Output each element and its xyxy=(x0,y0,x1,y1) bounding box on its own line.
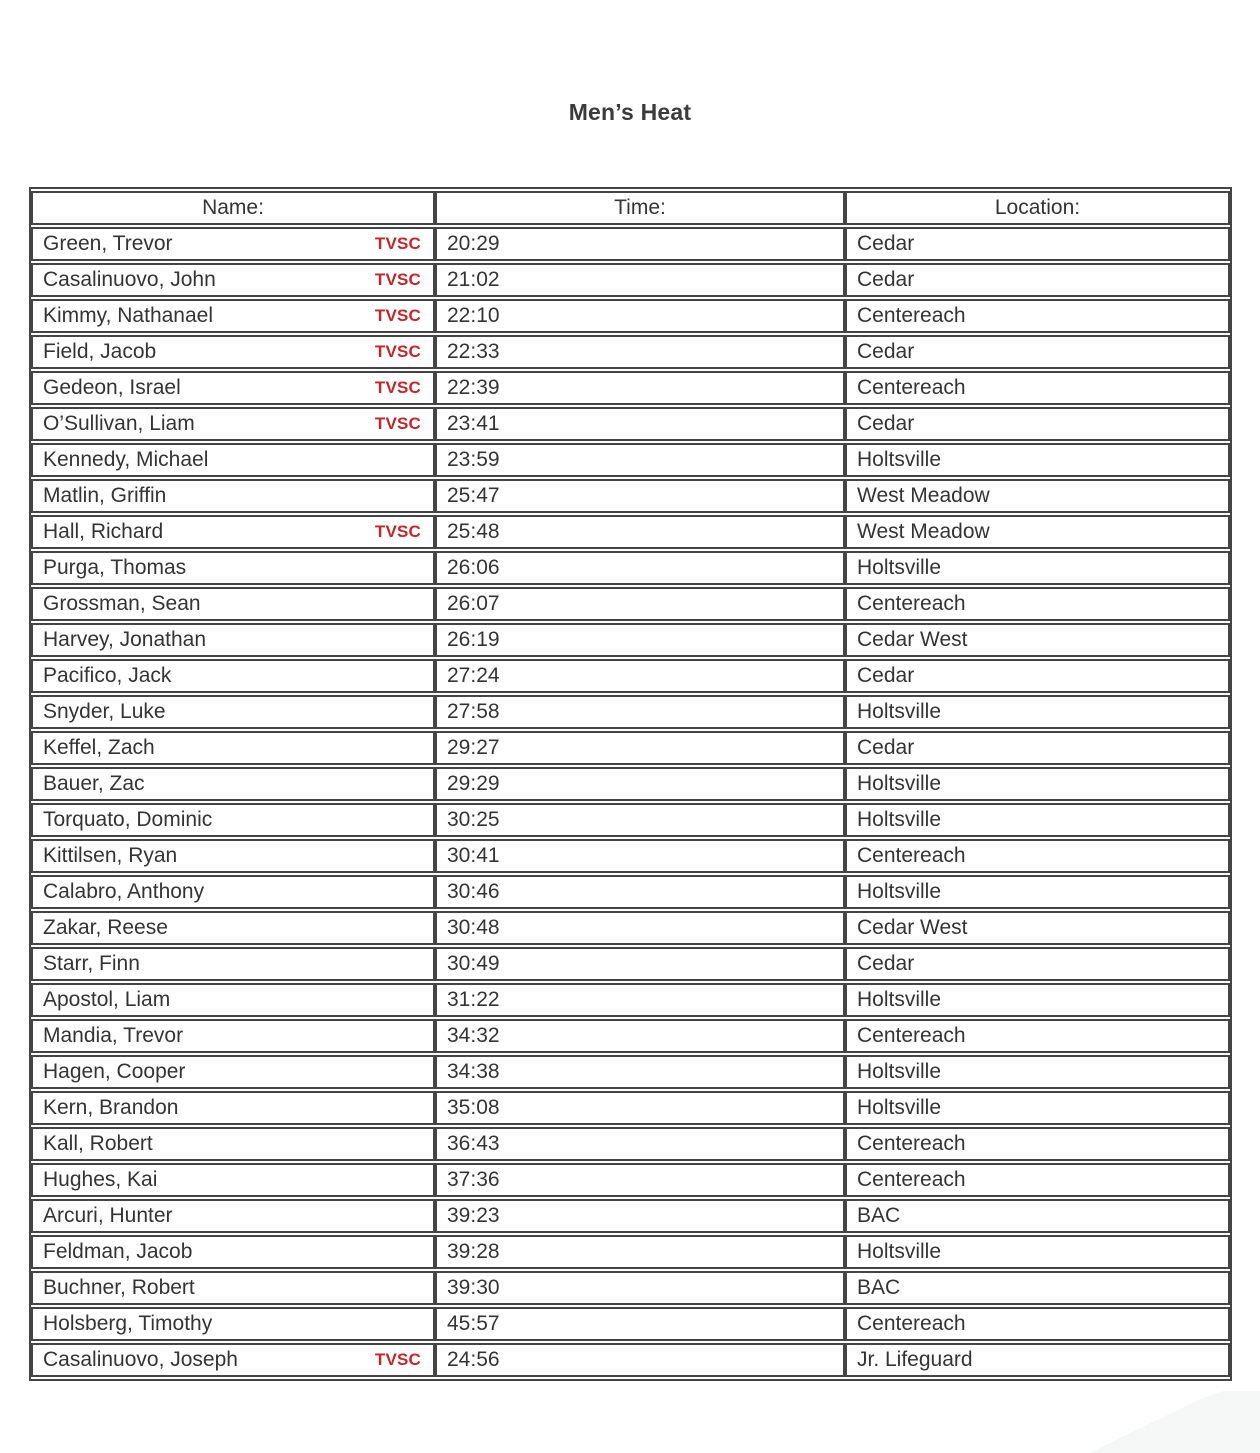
tvsc-badge: TVSC xyxy=(374,342,421,361)
location-value: Cedar xyxy=(845,947,1230,981)
location-value: Holtsville xyxy=(845,1091,1230,1125)
location-value: Holtsville xyxy=(845,767,1230,801)
name-cell xyxy=(31,1019,435,1053)
location-value: Cedar xyxy=(845,731,1230,765)
results-table xyxy=(29,187,1232,1381)
time-value: 29:27 xyxy=(435,731,845,765)
swimmer-name: Zakar, Reese xyxy=(43,916,168,939)
swimmer-name: Green, Trevor xyxy=(43,232,173,255)
location-value: Cedar West xyxy=(845,911,1230,945)
name-cell xyxy=(31,803,435,837)
location-value: Centereach xyxy=(845,299,1230,333)
time-value: 21:02 xyxy=(435,263,845,297)
time-value: 26:19 xyxy=(435,623,845,657)
table-row xyxy=(31,695,1230,729)
name-cell-content xyxy=(43,376,423,400)
time-value: 30:46 xyxy=(435,875,845,909)
name-cell xyxy=(31,443,435,477)
table-row xyxy=(31,335,1230,369)
swimmer-name: Arcuri, Hunter xyxy=(43,1204,173,1227)
tvsc-badge: TVSC xyxy=(374,270,421,289)
time-value: 23:59 xyxy=(435,443,845,477)
table-row xyxy=(31,731,1230,765)
time-value: 36:43 xyxy=(435,1127,845,1161)
location-value: Centereach xyxy=(845,587,1230,621)
name-cell xyxy=(31,299,435,333)
header-row xyxy=(31,191,1230,225)
location-value: Centereach xyxy=(845,1307,1230,1341)
table-row xyxy=(31,1163,1230,1197)
swimmer-name: Casalinuovo, Joseph xyxy=(43,1348,238,1371)
table-row xyxy=(31,1343,1230,1377)
name-cell xyxy=(31,695,435,729)
name-cell-content xyxy=(43,304,423,328)
table-row xyxy=(31,1271,1230,1305)
swimmer-name: Bauer, Zac xyxy=(43,772,145,795)
time-value: 35:08 xyxy=(435,1091,845,1125)
time-value: 25:47 xyxy=(435,479,845,513)
location-value: Holtsville xyxy=(845,1235,1230,1269)
location-value: Cedar xyxy=(845,335,1230,369)
swimmer-name: Kern, Brandon xyxy=(43,1096,179,1119)
table-row xyxy=(31,263,1230,297)
name-cell-content xyxy=(43,664,423,688)
name-cell-content xyxy=(43,808,423,832)
column-header-name: Name: xyxy=(31,191,435,225)
swimmer-name: Holsberg, Timothy xyxy=(43,1312,213,1335)
location-value: Centereach xyxy=(845,1127,1230,1161)
name-cell xyxy=(31,983,435,1017)
tvsc-badge: TVSC xyxy=(374,234,421,253)
time-value: 39:28 xyxy=(435,1235,845,1269)
name-cell xyxy=(31,731,435,765)
time-value: 22:39 xyxy=(435,371,845,405)
swimmer-name: Mandia, Trevor xyxy=(43,1024,184,1047)
time-value: 45:57 xyxy=(435,1307,845,1341)
name-cell xyxy=(31,947,435,981)
time-value: 22:10 xyxy=(435,299,845,333)
swimmer-name: Gedeon, Israel xyxy=(43,376,181,399)
swimmer-name: Hagen, Cooper xyxy=(43,1060,186,1083)
time-value: 27:24 xyxy=(435,659,845,693)
table-row xyxy=(31,1199,1230,1233)
table-row xyxy=(31,515,1230,549)
name-cell-content xyxy=(43,412,423,436)
table-row xyxy=(31,371,1230,405)
name-cell xyxy=(31,515,435,549)
time-value: 23:41 xyxy=(435,407,845,441)
swimmer-name: Calabro, Anthony xyxy=(43,880,205,903)
swimmer-name: Kennedy, Michael xyxy=(43,448,209,471)
column-header-location: Location: xyxy=(845,191,1230,225)
swimmer-name: Keffel, Zach xyxy=(43,736,155,759)
name-cell xyxy=(31,1343,435,1377)
swimmer-name: Feldman, Jacob xyxy=(43,1240,193,1263)
name-cell xyxy=(31,839,435,873)
location-value: West Meadow xyxy=(845,515,1230,549)
time-value: 25:48 xyxy=(435,515,845,549)
table-row xyxy=(31,623,1230,657)
corner-shadow-artifact xyxy=(1035,1391,1260,1453)
name-cell-content xyxy=(43,1348,423,1372)
name-cell-content xyxy=(43,1276,423,1300)
time-value: 34:38 xyxy=(435,1055,845,1089)
table-row xyxy=(31,659,1230,693)
swimmer-name: Hall, Richard xyxy=(43,520,164,543)
name-cell xyxy=(31,1271,435,1305)
table-row xyxy=(31,911,1230,945)
table-row xyxy=(31,407,1230,441)
location-value: Cedar xyxy=(845,227,1230,261)
location-value: Holtsville xyxy=(845,803,1230,837)
swimmer-name: Casalinuovo, John xyxy=(43,268,216,291)
name-cell xyxy=(31,371,435,405)
table-row xyxy=(31,803,1230,837)
swimmer-name: Hughes, Kai xyxy=(43,1168,158,1191)
name-cell xyxy=(31,263,435,297)
name-cell-content xyxy=(43,700,423,724)
location-value: Centereach xyxy=(845,1019,1230,1053)
name-cell-content xyxy=(43,1132,423,1156)
swimmer-name: Torquato, Dominic xyxy=(43,808,213,831)
table-row xyxy=(31,587,1230,621)
table-row xyxy=(31,1127,1230,1161)
name-cell xyxy=(31,875,435,909)
swimmer-name: Grossman, Sean xyxy=(43,592,201,615)
swimmer-name: Buchner, Robert xyxy=(43,1276,195,1299)
name-cell-content xyxy=(43,1312,423,1336)
table-row xyxy=(31,299,1230,333)
swimmer-name: Starr, Finn xyxy=(43,952,140,975)
location-value: Holtsville xyxy=(845,1055,1230,1089)
name-cell-content xyxy=(43,340,423,364)
name-cell-content xyxy=(43,592,423,616)
name-cell xyxy=(31,659,435,693)
location-value: BAC xyxy=(845,1271,1230,1305)
time-value: 30:41 xyxy=(435,839,845,873)
location-value: Cedar xyxy=(845,263,1230,297)
name-cell-content xyxy=(43,772,423,796)
swimmer-name: Apostol, Liam xyxy=(43,988,171,1011)
time-value: 26:06 xyxy=(435,551,845,585)
time-value: 39:23 xyxy=(435,1199,845,1233)
location-value: Centereach xyxy=(845,1163,1230,1197)
swimmer-name: Matlin, Griffin xyxy=(43,484,167,507)
table-row xyxy=(31,1307,1230,1341)
name-cell-content xyxy=(43,232,423,256)
table-row xyxy=(31,479,1230,513)
page-title: Men’s Heat xyxy=(568,99,692,125)
name-cell-content xyxy=(43,556,423,580)
name-cell-content xyxy=(43,880,423,904)
time-value: 37:36 xyxy=(435,1163,845,1197)
time-value: 30:48 xyxy=(435,911,845,945)
name-cell-content xyxy=(43,1060,423,1084)
name-cell xyxy=(31,227,435,261)
name-cell xyxy=(31,1163,435,1197)
name-cell-content xyxy=(43,1240,423,1264)
table-row xyxy=(31,983,1230,1017)
name-cell-content xyxy=(43,736,423,760)
name-cell xyxy=(31,1235,435,1269)
name-cell xyxy=(31,1127,435,1161)
name-cell xyxy=(31,767,435,801)
name-cell xyxy=(31,587,435,621)
time-value: 27:58 xyxy=(435,695,845,729)
location-value: Cedar West xyxy=(845,623,1230,657)
location-value: Cedar xyxy=(845,659,1230,693)
location-value: Holtsville xyxy=(845,875,1230,909)
name-cell-content xyxy=(43,520,423,544)
location-value: Holtsville xyxy=(845,551,1230,585)
name-cell xyxy=(31,1091,435,1125)
table-row xyxy=(31,767,1230,801)
time-value: 34:32 xyxy=(435,1019,845,1053)
time-value: 29:29 xyxy=(435,767,845,801)
tvsc-badge: TVSC xyxy=(374,1350,421,1369)
swimmer-name: Purga, Thomas xyxy=(43,556,187,579)
table-row xyxy=(31,551,1230,585)
tvsc-badge: TVSC xyxy=(374,522,421,541)
tvsc-badge: TVSC xyxy=(374,414,421,433)
name-cell xyxy=(31,407,435,441)
name-cell xyxy=(31,1307,435,1341)
time-value: 22:33 xyxy=(435,335,845,369)
swimmer-name: Kimmy, Nathanael xyxy=(43,304,214,327)
name-cell xyxy=(31,1055,435,1089)
swimmer-name: Field, Jacob xyxy=(43,340,157,363)
time-value: 24:56 xyxy=(435,1343,845,1377)
name-cell-content xyxy=(43,1204,423,1228)
name-cell-content xyxy=(43,844,423,868)
time-value: 26:07 xyxy=(435,587,845,621)
table-row xyxy=(31,1091,1230,1125)
table-row xyxy=(31,875,1230,909)
name-cell-content xyxy=(43,268,423,292)
name-cell-content xyxy=(43,952,423,976)
table-row xyxy=(31,947,1230,981)
swimmer-name: Pacifico, Jack xyxy=(43,664,172,687)
location-value: Holtsville xyxy=(845,983,1230,1017)
name-cell xyxy=(31,335,435,369)
name-cell-content xyxy=(43,916,423,940)
name-cell-content xyxy=(43,628,423,652)
time-value: 20:29 xyxy=(435,227,845,261)
location-value: Holtsville xyxy=(845,695,1230,729)
location-value: Cedar xyxy=(845,407,1230,441)
location-value: Holtsville xyxy=(845,443,1230,477)
name-cell-content xyxy=(43,448,423,472)
time-value: 31:22 xyxy=(435,983,845,1017)
table-row xyxy=(31,443,1230,477)
table-row xyxy=(31,839,1230,873)
time-value: 30:25 xyxy=(435,803,845,837)
name-cell-content xyxy=(43,1096,423,1120)
swimmer-name: Snyder, Luke xyxy=(43,700,166,723)
name-cell xyxy=(31,1199,435,1233)
table-row xyxy=(31,227,1230,261)
column-header-time: Time: xyxy=(435,191,845,225)
name-cell-content xyxy=(43,988,423,1012)
name-cell xyxy=(31,479,435,513)
tvsc-badge: TVSC xyxy=(374,378,421,397)
name-cell-content xyxy=(43,1024,423,1048)
location-value: BAC xyxy=(845,1199,1230,1233)
swimmer-name: Kittilsen, Ryan xyxy=(43,844,178,867)
tvsc-badge: TVSC xyxy=(374,306,421,325)
name-cell xyxy=(31,551,435,585)
table-row xyxy=(31,1019,1230,1053)
location-value: Jr. Lifeguard xyxy=(845,1343,1230,1377)
time-value: 39:30 xyxy=(435,1271,845,1305)
name-cell-content xyxy=(43,484,423,508)
location-value: Centereach xyxy=(845,371,1230,405)
swimmer-name: Harvey, Jonathan xyxy=(43,628,207,651)
name-cell xyxy=(31,911,435,945)
swimmer-name: Kall, Robert xyxy=(43,1132,153,1155)
name-cell xyxy=(31,623,435,657)
swimmer-name: O’Sullivan, Liam xyxy=(43,412,195,435)
time-value: 30:49 xyxy=(435,947,845,981)
location-value: West Meadow xyxy=(845,479,1230,513)
location-value: Centereach xyxy=(845,839,1230,873)
name-cell-content xyxy=(43,1168,423,1192)
table-row xyxy=(31,1235,1230,1269)
table-row xyxy=(31,1055,1230,1089)
